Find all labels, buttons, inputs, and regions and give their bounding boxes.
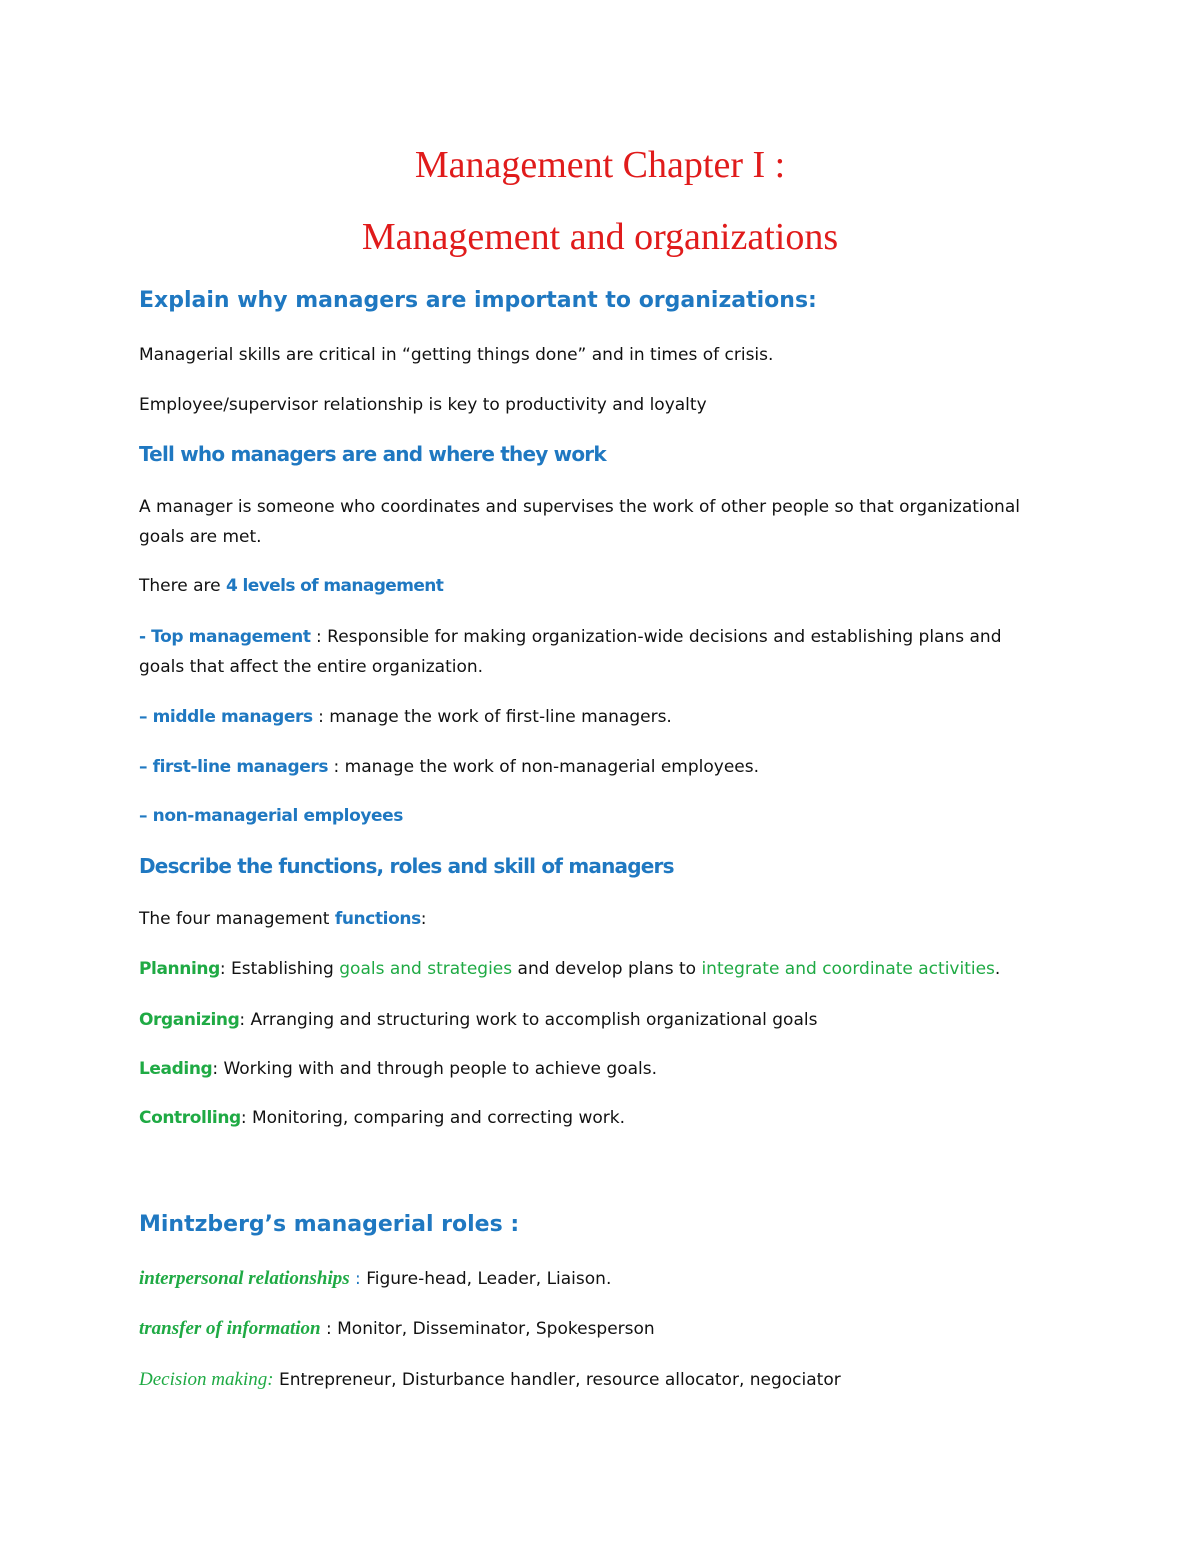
list-item-middle-managers — [139, 702, 1079, 732]
list-item-top-management — [139, 622, 1079, 652]
planning-goals-highlight: goals and strategies — [339, 959, 513, 979]
middle-managers-text: : manage the work of first-line managers. — [312, 707, 672, 727]
middle-managers-label: – middle managers — [139, 707, 313, 727]
controlling-label: Controlling — [139, 1108, 241, 1128]
information-text: Monitor, Disseminator, Spokesperson — [337, 1319, 655, 1339]
paragraph-levels-of-management — [139, 571, 1079, 601]
leading-text: : Working with and through people to achieve goals. — [212, 1059, 657, 1079]
planning-integrate-highlight: integrate and coordinate activities — [701, 959, 995, 979]
function-planning — [139, 954, 1079, 984]
non-managerial-label: – non-managerial employees — [139, 806, 404, 826]
section-heading-mintzberg: Mintzberg’s managerial roles : — [139, 1212, 520, 1237]
paragraph-managerial-skills: Managerial skills are critical in “getting things done” and in times of crisis. — [139, 345, 774, 365]
role-information — [139, 1314, 1079, 1344]
leading-label: Leading — [139, 1059, 213, 1079]
planning-text-c: and develop plans to — [512, 959, 702, 979]
interpersonal-text: Figure-head, Leader, Liaison. — [366, 1269, 612, 1289]
controlling-text: : Monitoring, comparing and correcting work. — [240, 1108, 626, 1128]
list-item-first-line-managers — [139, 752, 1079, 782]
role-decision — [139, 1365, 1079, 1395]
information-label: transfer of information — [139, 1318, 321, 1339]
section-heading-who-managers: Tell who managers are and where they work — [139, 442, 606, 466]
top-management-label: - Top management — [139, 627, 311, 647]
paragraph-manager-definition-line-2: goals are met. — [139, 527, 262, 547]
decision-text: Entrepreneur, Disturbance handler, resource allocator, negociator — [273, 1370, 841, 1390]
first-line-managers-text: : manage the work of non-managerial employees. — [328, 757, 760, 777]
levels-prefix: There are — [139, 576, 226, 596]
information-separator: : — [320, 1319, 338, 1339]
functions-suffix: : — [420, 909, 427, 929]
function-controlling — [139, 1103, 1079, 1133]
interpersonal-label: interpersonal relationships — [139, 1268, 350, 1289]
levels-highlight: 4 levels of management — [226, 576, 444, 596]
decision-label: Decision making: — [139, 1369, 274, 1390]
section-heading-importance: Explain why managers are important to organizations: — [139, 288, 817, 313]
top-management-text: : Responsible for making organization-wide decisions and establishing plans and — [310, 627, 1002, 647]
organizing-text: : Arranging and structuring work to accomplish organizational goals — [239, 1010, 818, 1030]
first-line-managers-label: – first-line managers — [139, 757, 329, 777]
functions-highlight: functions — [334, 909, 421, 929]
organizing-label: Organizing — [139, 1010, 240, 1030]
paragraph-employee-relationship: Employee/supervisor relationship is key to productivity and loyalty — [139, 395, 707, 415]
paragraph-four-functions — [139, 904, 1079, 934]
list-item-non-managerial-employees — [139, 801, 1079, 831]
planning-label: Planning — [139, 959, 220, 979]
interpersonal-separator: : — [349, 1269, 367, 1289]
planning-text-a: : Establishing — [219, 959, 340, 979]
document-title-line-2: Management and organizations — [361, 216, 839, 258]
section-heading-functions: Describe the functions, roles and skill of managers — [139, 854, 674, 878]
function-leading — [139, 1054, 1079, 1084]
function-organizing — [139, 1005, 1079, 1035]
list-item-top-management-continued: goals that affect the entire organization. — [139, 657, 484, 677]
functions-prefix: The four management — [139, 909, 335, 929]
paragraph-manager-definition-line-1: A manager is someone who coordinates and supervises the work of other people so that organizational — [139, 497, 1020, 517]
role-interpersonal — [139, 1264, 1079, 1294]
planning-text-e: . — [994, 959, 1001, 979]
document-title-line-1: Management Chapter I : — [414, 144, 786, 186]
